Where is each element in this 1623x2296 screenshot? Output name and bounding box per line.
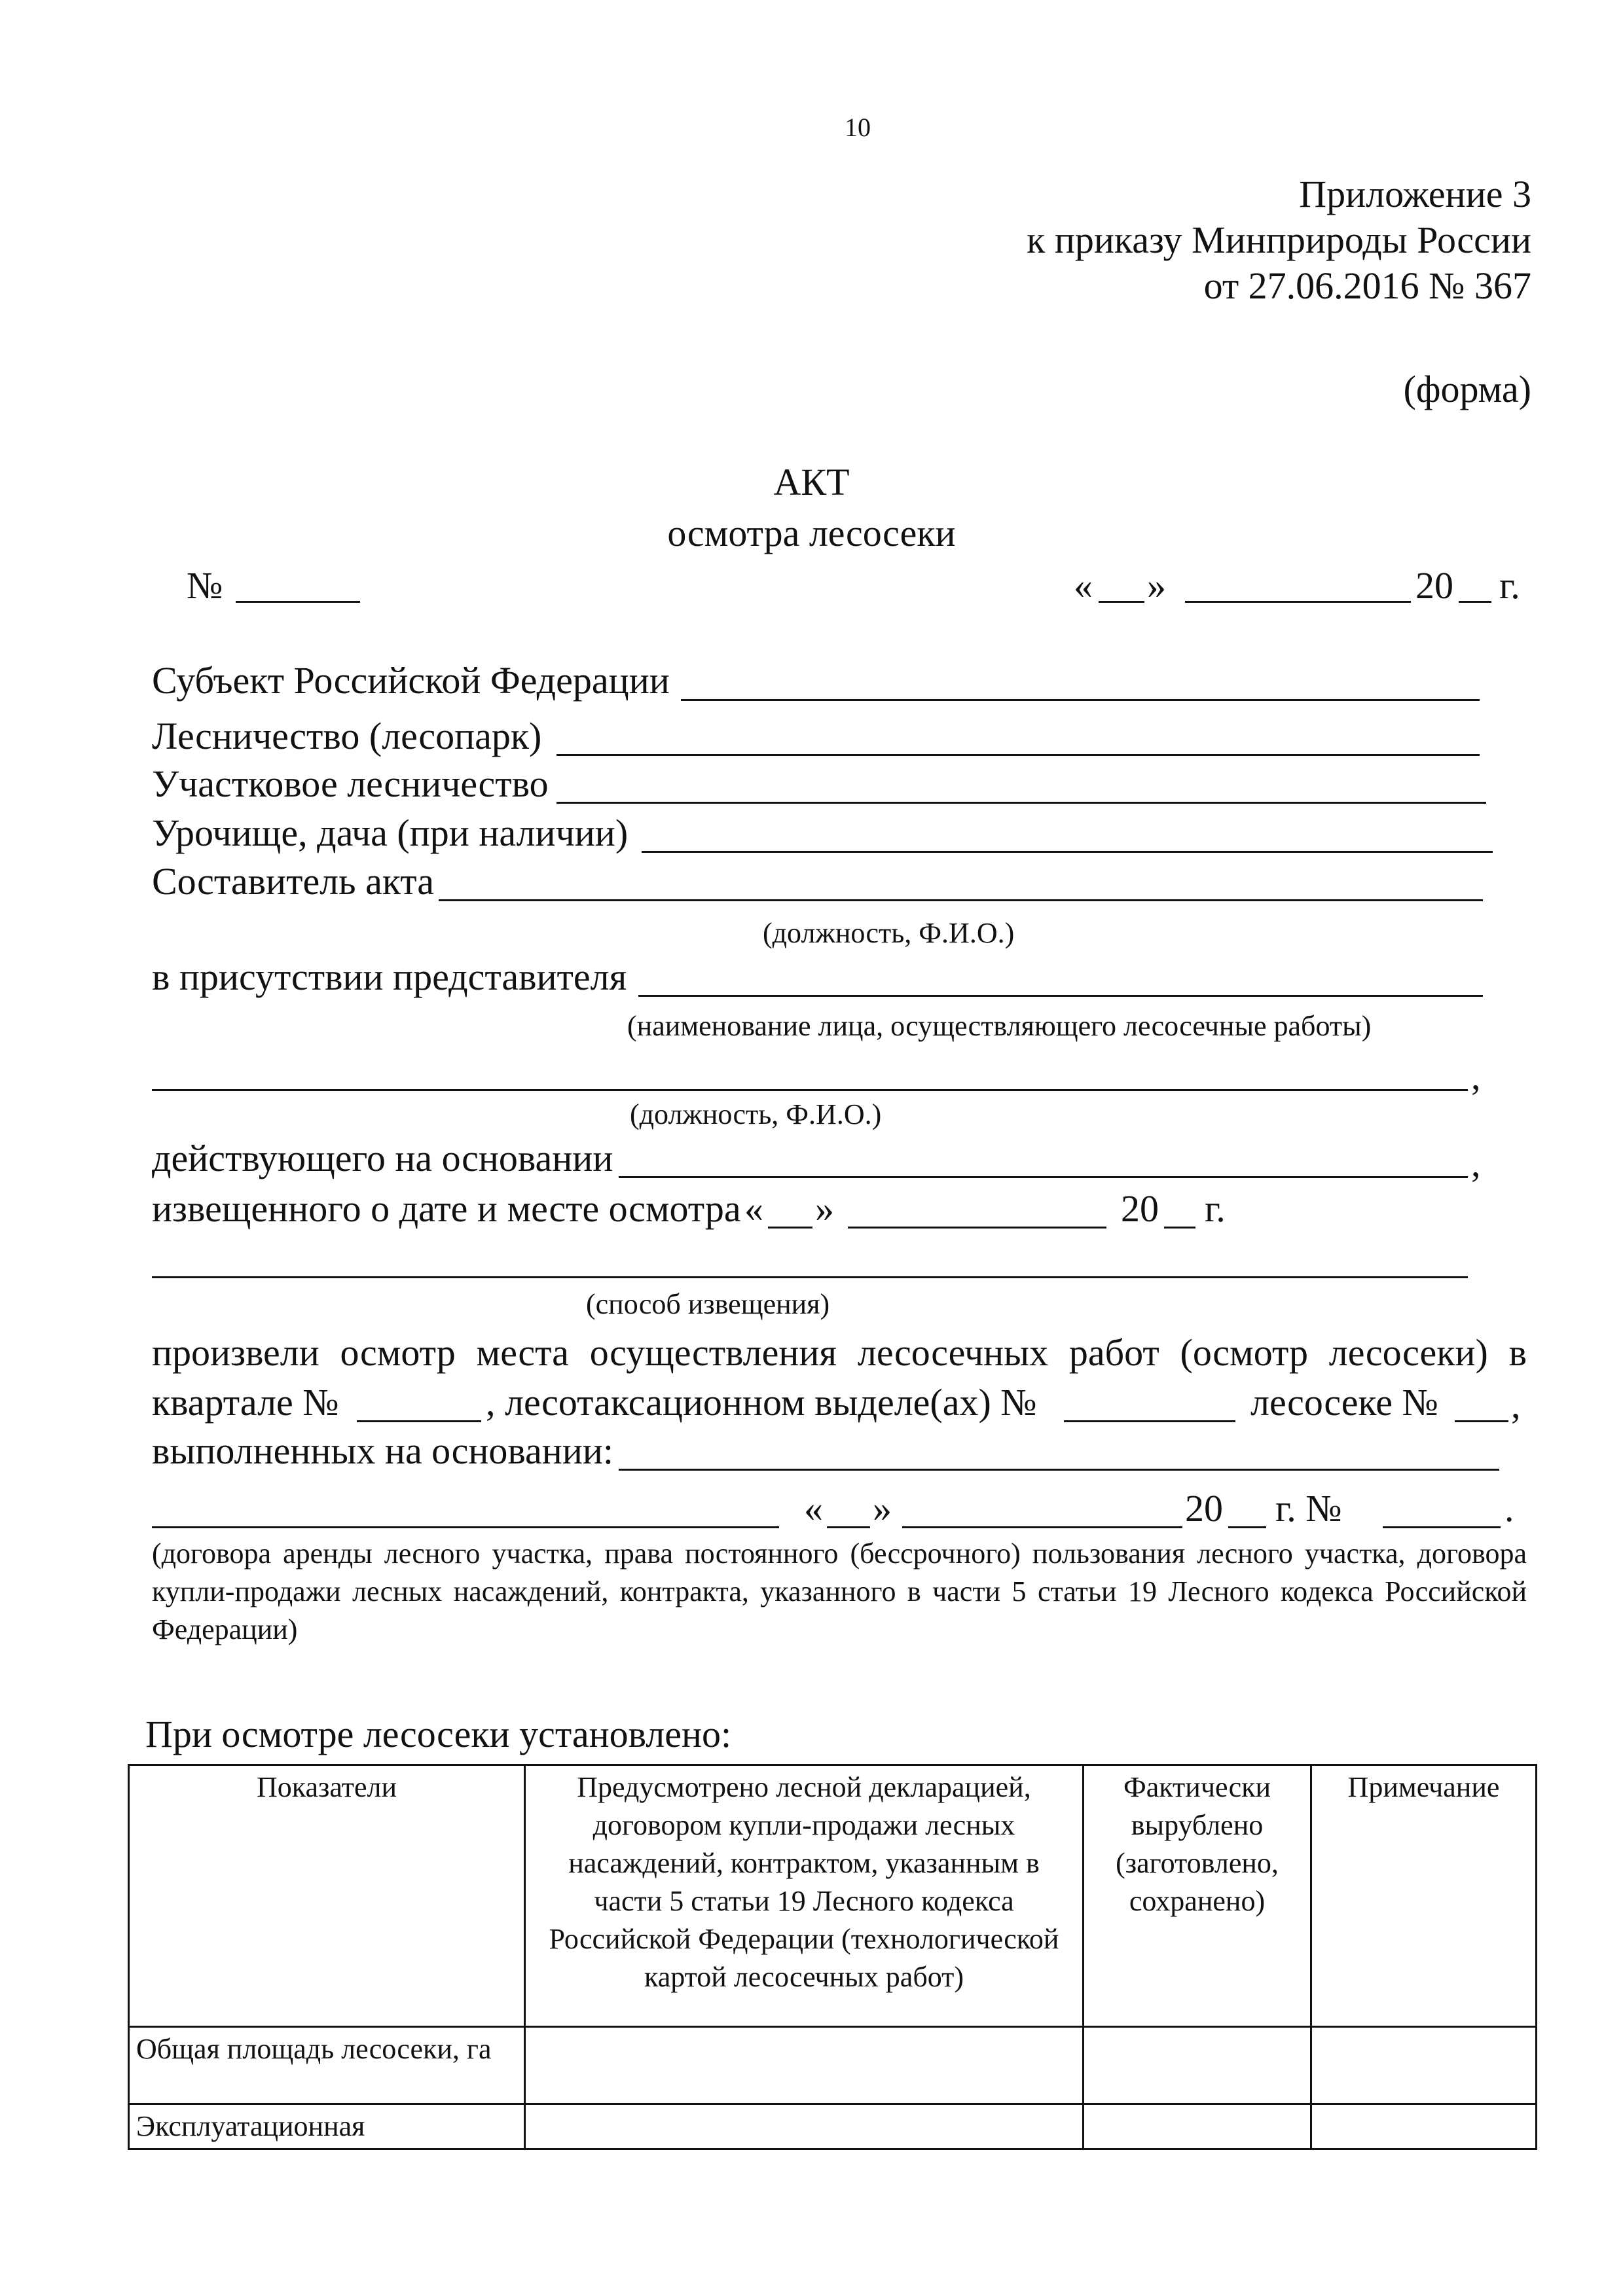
contract-year-prefix: 20 xyxy=(1185,1487,1223,1530)
notified-year-suffix: г. xyxy=(1205,1187,1226,1230)
appendix-line-1: Приложение 3 xyxy=(1299,173,1531,215)
date-quote-close: » xyxy=(1147,564,1166,607)
header-indicators: Показатели xyxy=(129,1765,525,2027)
position-field[interactable] xyxy=(152,1089,1468,1091)
acting-on-field[interactable] xyxy=(619,1176,1468,1178)
date-quote-open: « xyxy=(1074,564,1093,607)
contract-month-field[interactable] xyxy=(902,1526,1182,1528)
act-title: АКТ xyxy=(773,461,850,503)
performed-on-label: выполненных на основании: xyxy=(152,1429,614,1472)
inspection-word: в xyxy=(1508,1331,1527,1374)
performed-on-field[interactable] xyxy=(619,1469,1499,1471)
contract-day-field[interactable] xyxy=(827,1526,870,1528)
tract-label: Урочище, дача (при наличии) xyxy=(152,812,629,854)
notified-year-field[interactable] xyxy=(1164,1227,1195,1229)
appendix-line-2: к приказу Минприроды России xyxy=(1027,219,1531,261)
inspection-word: работ xyxy=(1068,1331,1159,1374)
position-comma: , xyxy=(1471,1055,1481,1098)
quarter-label: квартале № xyxy=(152,1381,339,1424)
contract-number-label: г. № xyxy=(1275,1487,1342,1530)
form-label: (форма) xyxy=(1403,368,1531,410)
cell-note[interactable] xyxy=(1311,2104,1537,2149)
contract-period: . xyxy=(1504,1487,1514,1530)
notified-day-field[interactable] xyxy=(768,1227,812,1229)
forestry-label: Лесничество (лесопарк) xyxy=(152,715,542,757)
header-actual: Фактически вырублено (заготовлено, сохранено) xyxy=(1084,1765,1311,2027)
contract-note: (договора аренды лесного участка, права постоянного (бессрочного) пользования лесного участка, договора купли-продажи лесных насаждений, контракта, указанного в части 5 статьи 19 Лесного кодекса Российской Федерации) xyxy=(152,1537,1527,1645)
contract-year-field[interactable] xyxy=(1228,1526,1266,1528)
allotment-label: , лесотаксационном выделе(ах) № xyxy=(486,1381,1037,1424)
presence-hint: (наименование лица, осуществляющего лесосечные работы) xyxy=(627,1010,1372,1042)
compiler-field[interactable] xyxy=(439,899,1483,901)
inspection-word: места xyxy=(476,1331,569,1374)
notify-method-hint: (способ извещения) xyxy=(586,1288,830,1320)
acting-on-comma: , xyxy=(1471,1142,1481,1185)
cell-planned[interactable] xyxy=(525,2104,1084,2149)
cell-actual[interactable] xyxy=(1084,2027,1311,2104)
date-year-field[interactable] xyxy=(1459,601,1491,603)
district-forestry-label: Участковое лесничество xyxy=(152,762,549,805)
inspection-word: (осмотр xyxy=(1180,1331,1309,1374)
cell-indicator: Эксплуатационная xyxy=(129,2104,525,2149)
cell-note[interactable] xyxy=(1311,2027,1537,2104)
cell-planned[interactable] xyxy=(525,2027,1084,2104)
table-intro: При осмотре лесосеки установлено: xyxy=(145,1713,732,1755)
acting-on-label: действующего на основании xyxy=(152,1137,613,1179)
header-note: Примечание xyxy=(1311,1765,1537,2027)
cutting-area-comma: , xyxy=(1511,1384,1521,1426)
page-number: 10 xyxy=(845,113,871,142)
table-row xyxy=(129,2027,1537,2104)
cutting-area-field[interactable] xyxy=(1455,1420,1508,1422)
quarter-field[interactable] xyxy=(357,1420,481,1422)
inspection-word: лесосеки) xyxy=(1328,1331,1488,1374)
position-hint: (должность, Ф.И.О.) xyxy=(630,1098,882,1130)
date-month-field[interactable] xyxy=(1185,601,1411,603)
date-day-field[interactable] xyxy=(1099,601,1144,603)
contract-field[interactable] xyxy=(152,1526,779,1528)
inspection-line-1 xyxy=(152,1330,1527,1376)
cutting-area-label: лесосеке № xyxy=(1250,1381,1438,1424)
subject-label: Субъект Российской Федерации xyxy=(152,659,670,702)
table-row xyxy=(129,2104,1537,2149)
table-header-row xyxy=(129,1765,1537,2027)
appendix-line-3: от 27.06.2016 № 367 xyxy=(1203,264,1531,307)
presence-field[interactable] xyxy=(638,995,1483,997)
district-forestry-field[interactable] xyxy=(556,802,1486,804)
inspection-word: осмотр xyxy=(340,1331,456,1374)
presence-label: в присутствии представителя xyxy=(152,956,627,998)
notified-year-prefix: 20 xyxy=(1121,1187,1159,1230)
allotment-field[interactable] xyxy=(1064,1420,1235,1422)
notified-label: извещенного о дате и месте осмотра xyxy=(152,1187,741,1230)
act-number-field[interactable] xyxy=(236,601,360,603)
subject-field[interactable] xyxy=(681,699,1480,701)
tract-field[interactable] xyxy=(642,851,1493,853)
date-year-suffix: г. xyxy=(1499,564,1520,607)
act-subtitle: осмотра лесосеки xyxy=(667,512,956,554)
date-year-prefix: 20 xyxy=(1415,564,1453,607)
header-planned: Предусмотрено лесной декларацией, договором купли-продажи лесных насаждений, контрактом, указанным в части 5 статьи 19 Лесного кодекса Российской Федерации (технологической картой лесосечных работ) xyxy=(525,1765,1084,2027)
contract-quote-close: » xyxy=(873,1487,892,1530)
cell-actual[interactable] xyxy=(1084,2104,1311,2149)
inspection-word: произвели xyxy=(152,1331,319,1374)
notified-month-field[interactable] xyxy=(848,1227,1106,1229)
contract-quote-open: « xyxy=(804,1487,823,1530)
compiler-hint: (должность, Ф.И.О.) xyxy=(763,917,1015,949)
notify-method-field[interactable] xyxy=(152,1276,1468,1278)
inspection-word: осуществления xyxy=(589,1331,837,1374)
inspection-word: лесосечных xyxy=(857,1331,1049,1374)
notified-quote-open: « xyxy=(744,1187,763,1230)
act-number-label: № xyxy=(187,564,223,607)
forestry-field[interactable] xyxy=(556,754,1480,756)
contract-number-field[interactable] xyxy=(1383,1526,1501,1528)
notified-quote-close: » xyxy=(815,1187,834,1230)
inspection-table xyxy=(128,1764,1537,2150)
cell-indicator: Общая площадь лесосеки, га xyxy=(129,2027,525,2104)
compiler-label: Составитель акта xyxy=(152,860,435,903)
